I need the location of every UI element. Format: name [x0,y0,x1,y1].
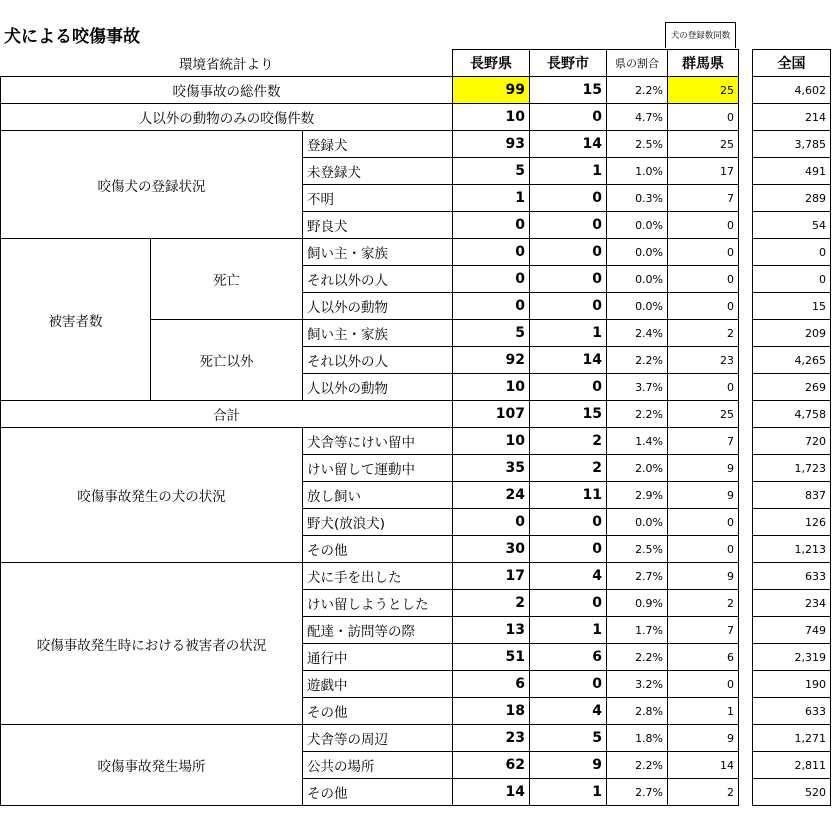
table-row [1,428,739,455]
cell-nagano-pref: 18 [453,698,530,725]
cell-nagano-pref: 107 [453,401,530,428]
table-row [753,428,831,455]
row-label: 人以外の動物 [303,374,453,401]
table-row [753,212,831,239]
header-row [1,50,739,77]
row-label: 犬に手を出した [303,563,453,590]
table-row [753,752,831,779]
cell-nagano-city: 15 [530,401,607,428]
gunma-header-note: 犬の登録数同数 [665,22,736,48]
cell-gunma: 7 [668,428,739,455]
table-row [1,239,739,266]
row-label: 通行中 [303,644,453,671]
row-label: その他 [303,536,453,563]
row-subgroup-label: 死亡 [151,239,303,320]
cell-ratio: 2.5% [607,536,668,563]
cell-nagano-city: 1 [530,779,607,806]
cell-gunma: 17 [668,158,739,185]
cell-ratio: 2.2% [607,752,668,779]
cell-ratio: 2.2% [607,644,668,671]
page-title: 犬による咬傷事故 [4,27,140,47]
cell-national: 720 [753,428,831,455]
cell-nagano-pref: 14 [453,779,530,806]
cell-nagano-pref: 13 [453,617,530,644]
row-label: 野犬(放浪犬) [303,509,453,536]
row-subgroup-label: 死亡以外 [151,320,303,401]
cell-nagano-pref: 92 [453,347,530,374]
row-group-label: 咬傷事故発生の犬の状況 [1,428,303,563]
cell-ratio: 2.7% [607,779,668,806]
cell-national: 0 [753,239,831,266]
cell-national: 2,319 [753,644,831,671]
cell-gunma: 0 [668,536,739,563]
cell-ratio: 2.9% [607,482,668,509]
table-row [753,320,831,347]
cell-national: 1,213 [753,536,831,563]
cell-national: 491 [753,158,831,185]
cell-nagano-city: 1 [530,158,607,185]
cell-nagano-city: 0 [530,671,607,698]
cell-nagano-city: 15 [530,77,607,104]
cell-ratio: 1.8% [607,725,668,752]
row-label: 公共の場所 [303,752,453,779]
cell-nagano-pref: 5 [453,320,530,347]
table-row [1,401,739,428]
cell-nagano-city: 0 [530,212,607,239]
cell-gunma: 0 [668,212,739,239]
table-row [1,77,739,104]
cell-gunma: 0 [668,374,739,401]
cell-gunma: 23 [668,347,739,374]
cell-ratio: 2.2% [607,401,668,428]
cell-national: 4,758 [753,401,831,428]
cell-nagano-city: 0 [530,185,607,212]
cell-ratio: 3.2% [607,671,668,698]
table-row [1,131,739,158]
row-label: 犬舎等の周辺 [303,725,453,752]
row-group-label: 咬傷犬の登録状況 [1,131,303,239]
national-table [752,49,831,806]
cell-nagano-city: 5 [530,725,607,752]
cell-nagano-pref: 17 [453,563,530,590]
cell-nagano-city: 0 [530,374,607,401]
cell-ratio: 2.8% [607,698,668,725]
cell-nagano-city: 6 [530,644,607,671]
cell-ratio: 0.0% [607,266,668,293]
cell-ratio: 0.0% [607,239,668,266]
cell-ratio: 2.2% [607,347,668,374]
cell-nagano-city: 14 [530,347,607,374]
row-label: その他 [303,698,453,725]
cell-national: 837 [753,482,831,509]
cell-ratio: 0.0% [607,293,668,320]
table-row [1,104,739,131]
cell-gunma: 0 [668,671,739,698]
cell-gunma: 0 [668,293,739,320]
table-row [753,293,831,320]
cell-gunma: 25 [668,131,739,158]
cell-ratio: 0.0% [607,509,668,536]
cell-nagano-pref: 1 [453,185,530,212]
table-row [753,239,831,266]
header-gunma: 群馬県 [668,50,739,77]
row-label: 犬舎等にけい留中 [303,428,453,455]
cell-ratio: 1.7% [607,617,668,644]
header-national: 全国 [753,50,831,77]
cell-ratio: 1.4% [607,428,668,455]
cell-national: 209 [753,320,831,347]
cell-ratio: 0.3% [607,185,668,212]
cell-nagano-city: 2 [530,428,607,455]
row-label: 不明 [303,185,453,212]
cell-nagano-pref: 6 [453,671,530,698]
cell-ratio: 3.7% [607,374,668,401]
cell-gunma: 7 [668,617,739,644]
table-row [753,644,831,671]
cell-nagano-city: 0 [530,293,607,320]
cell-nagano-pref: 10 [453,374,530,401]
cell-nagano-city: 0 [530,509,607,536]
table-row [1,563,739,590]
cell-gunma: 9 [668,455,739,482]
table-row [753,455,831,482]
cell-nagano-city: 1 [530,320,607,347]
cell-national: 214 [753,104,831,131]
cell-national: 54 [753,212,831,239]
table-row [753,698,831,725]
table-row [753,77,831,104]
cell-gunma: 6 [668,644,739,671]
row-label: 放し飼い [303,482,453,509]
cell-ratio: 0.0% [607,212,668,239]
table-row [753,374,831,401]
table-row [753,104,831,131]
cell-nagano-pref: 62 [453,752,530,779]
cell-ratio: 2.0% [607,455,668,482]
table-row [1,725,739,752]
cell-nagano-pref: 2 [453,590,530,617]
cell-nagano-pref: 0 [453,266,530,293]
table-row [753,266,831,293]
cell-national: 234 [753,590,831,617]
row-label: 遊戯中 [303,671,453,698]
cell-ratio: 0.9% [607,590,668,617]
cell-ratio: 2.5% [607,131,668,158]
row-group-label: 咬傷事故発生場所 [1,725,303,806]
cell-nagano-city: 1 [530,617,607,644]
table-row [753,725,831,752]
row-section-label: 咬傷事故の総件数 [1,77,453,104]
table-row [753,482,831,509]
cell-nagano-pref: 10 [453,428,530,455]
cell-gunma: 7 [668,185,739,212]
cell-ratio: 1.0% [607,158,668,185]
table-row [753,671,831,698]
main-table [0,49,739,806]
cell-gunma: 9 [668,482,739,509]
row-group-label: 咬傷事故発生時における被害者の状況 [1,563,303,725]
table-row [753,158,831,185]
cell-nagano-city: 0 [530,266,607,293]
cell-gunma: 0 [668,104,739,131]
cell-nagano-city: 2 [530,455,607,482]
cell-nagano-pref: 0 [453,239,530,266]
cell-nagano-city: 0 [530,104,607,131]
row-label: 配達・訪問等の際 [303,617,453,644]
row-label: 未登録犬 [303,158,453,185]
cell-gunma: 1 [668,698,739,725]
table-row [753,509,831,536]
cell-gunma: 2 [668,320,739,347]
cell-national: 2,811 [753,752,831,779]
table-row [753,131,831,158]
table-row [753,401,831,428]
table-row [753,617,831,644]
cell-nagano-city: 0 [530,239,607,266]
row-group-label: 被害者数 [1,239,151,401]
cell-nagano-pref: 0 [453,293,530,320]
table-row [753,779,831,806]
row-label: けい留しようとした [303,590,453,617]
cell-nagano-pref: 5 [453,158,530,185]
cell-nagano-pref: 0 [453,509,530,536]
cell-nagano-city: 4 [530,698,607,725]
source-label: 環境省統計より [179,56,274,73]
cell-nagano-city: 0 [530,536,607,563]
cell-nagano-pref: 0 [453,212,530,239]
table-row [753,563,831,590]
cell-gunma: 9 [668,725,739,752]
header-ratio: 県の割合 [607,50,668,77]
header-nagano-city: 長野市 [530,50,607,77]
table-row [753,536,831,563]
cell-gunma: 2 [668,779,739,806]
row-label: それ以外の人 [303,347,453,374]
cell-gunma: 0 [668,266,739,293]
cell-nagano-city: 14 [530,131,607,158]
cell-national: 520 [753,779,831,806]
row-label: それ以外の人 [303,266,453,293]
cell-nagano-pref: 30 [453,536,530,563]
cell-national: 633 [753,698,831,725]
cell-national: 0 [753,266,831,293]
cell-national: 289 [753,185,831,212]
cell-nagano-pref: 93 [453,131,530,158]
cell-nagano-city: 9 [530,752,607,779]
cell-ratio: 2.4% [607,320,668,347]
cell-gunma: 9 [668,563,739,590]
row-label: 野良犬 [303,212,453,239]
cell-national: 749 [753,617,831,644]
header-row [753,50,831,77]
cell-gunma: 14 [668,752,739,779]
cell-nagano-city: 11 [530,482,607,509]
cell-national: 1,723 [753,455,831,482]
cell-ratio: 4.7% [607,104,668,131]
table-row [753,347,831,374]
cell-gunma: 25 [668,401,739,428]
cell-ratio: 2.2% [607,77,668,104]
cell-nagano-pref: 23 [453,725,530,752]
row-label: その他 [303,779,453,806]
cell-gunma: 0 [668,509,739,536]
cell-national: 126 [753,509,831,536]
table-row [753,590,831,617]
cell-national: 4,602 [753,77,831,104]
cell-national: 633 [753,563,831,590]
cell-gunma: 25 [668,77,739,104]
row-label: 飼い主・家族 [303,239,453,266]
row-label: 飼い主・家族 [303,320,453,347]
cell-nagano-pref: 35 [453,455,530,482]
cell-ratio: 2.7% [607,563,668,590]
row-label: 登録犬 [303,131,453,158]
cell-national: 190 [753,671,831,698]
cell-gunma: 2 [668,590,739,617]
cell-nagano-pref: 10 [453,104,530,131]
cell-gunma: 0 [668,239,739,266]
row-section-label: 合計 [1,401,453,428]
header-nagano-pref: 長野県 [453,50,530,77]
row-section-label: 人以外の動物のみの咬傷件数 [1,104,453,131]
cell-nagano-pref: 99 [453,77,530,104]
cell-nagano-pref: 24 [453,482,530,509]
cell-national: 3,785 [753,131,831,158]
cell-national: 15 [753,293,831,320]
cell-national: 4,265 [753,347,831,374]
table-row [753,185,831,212]
row-label: けい留して運動中 [303,455,453,482]
cell-national: 269 [753,374,831,401]
cell-national: 1,271 [753,725,831,752]
cell-nagano-city: 4 [530,563,607,590]
row-label: 人以外の動物 [303,293,453,320]
cell-nagano-pref: 51 [453,644,530,671]
cell-nagano-city: 0 [530,590,607,617]
